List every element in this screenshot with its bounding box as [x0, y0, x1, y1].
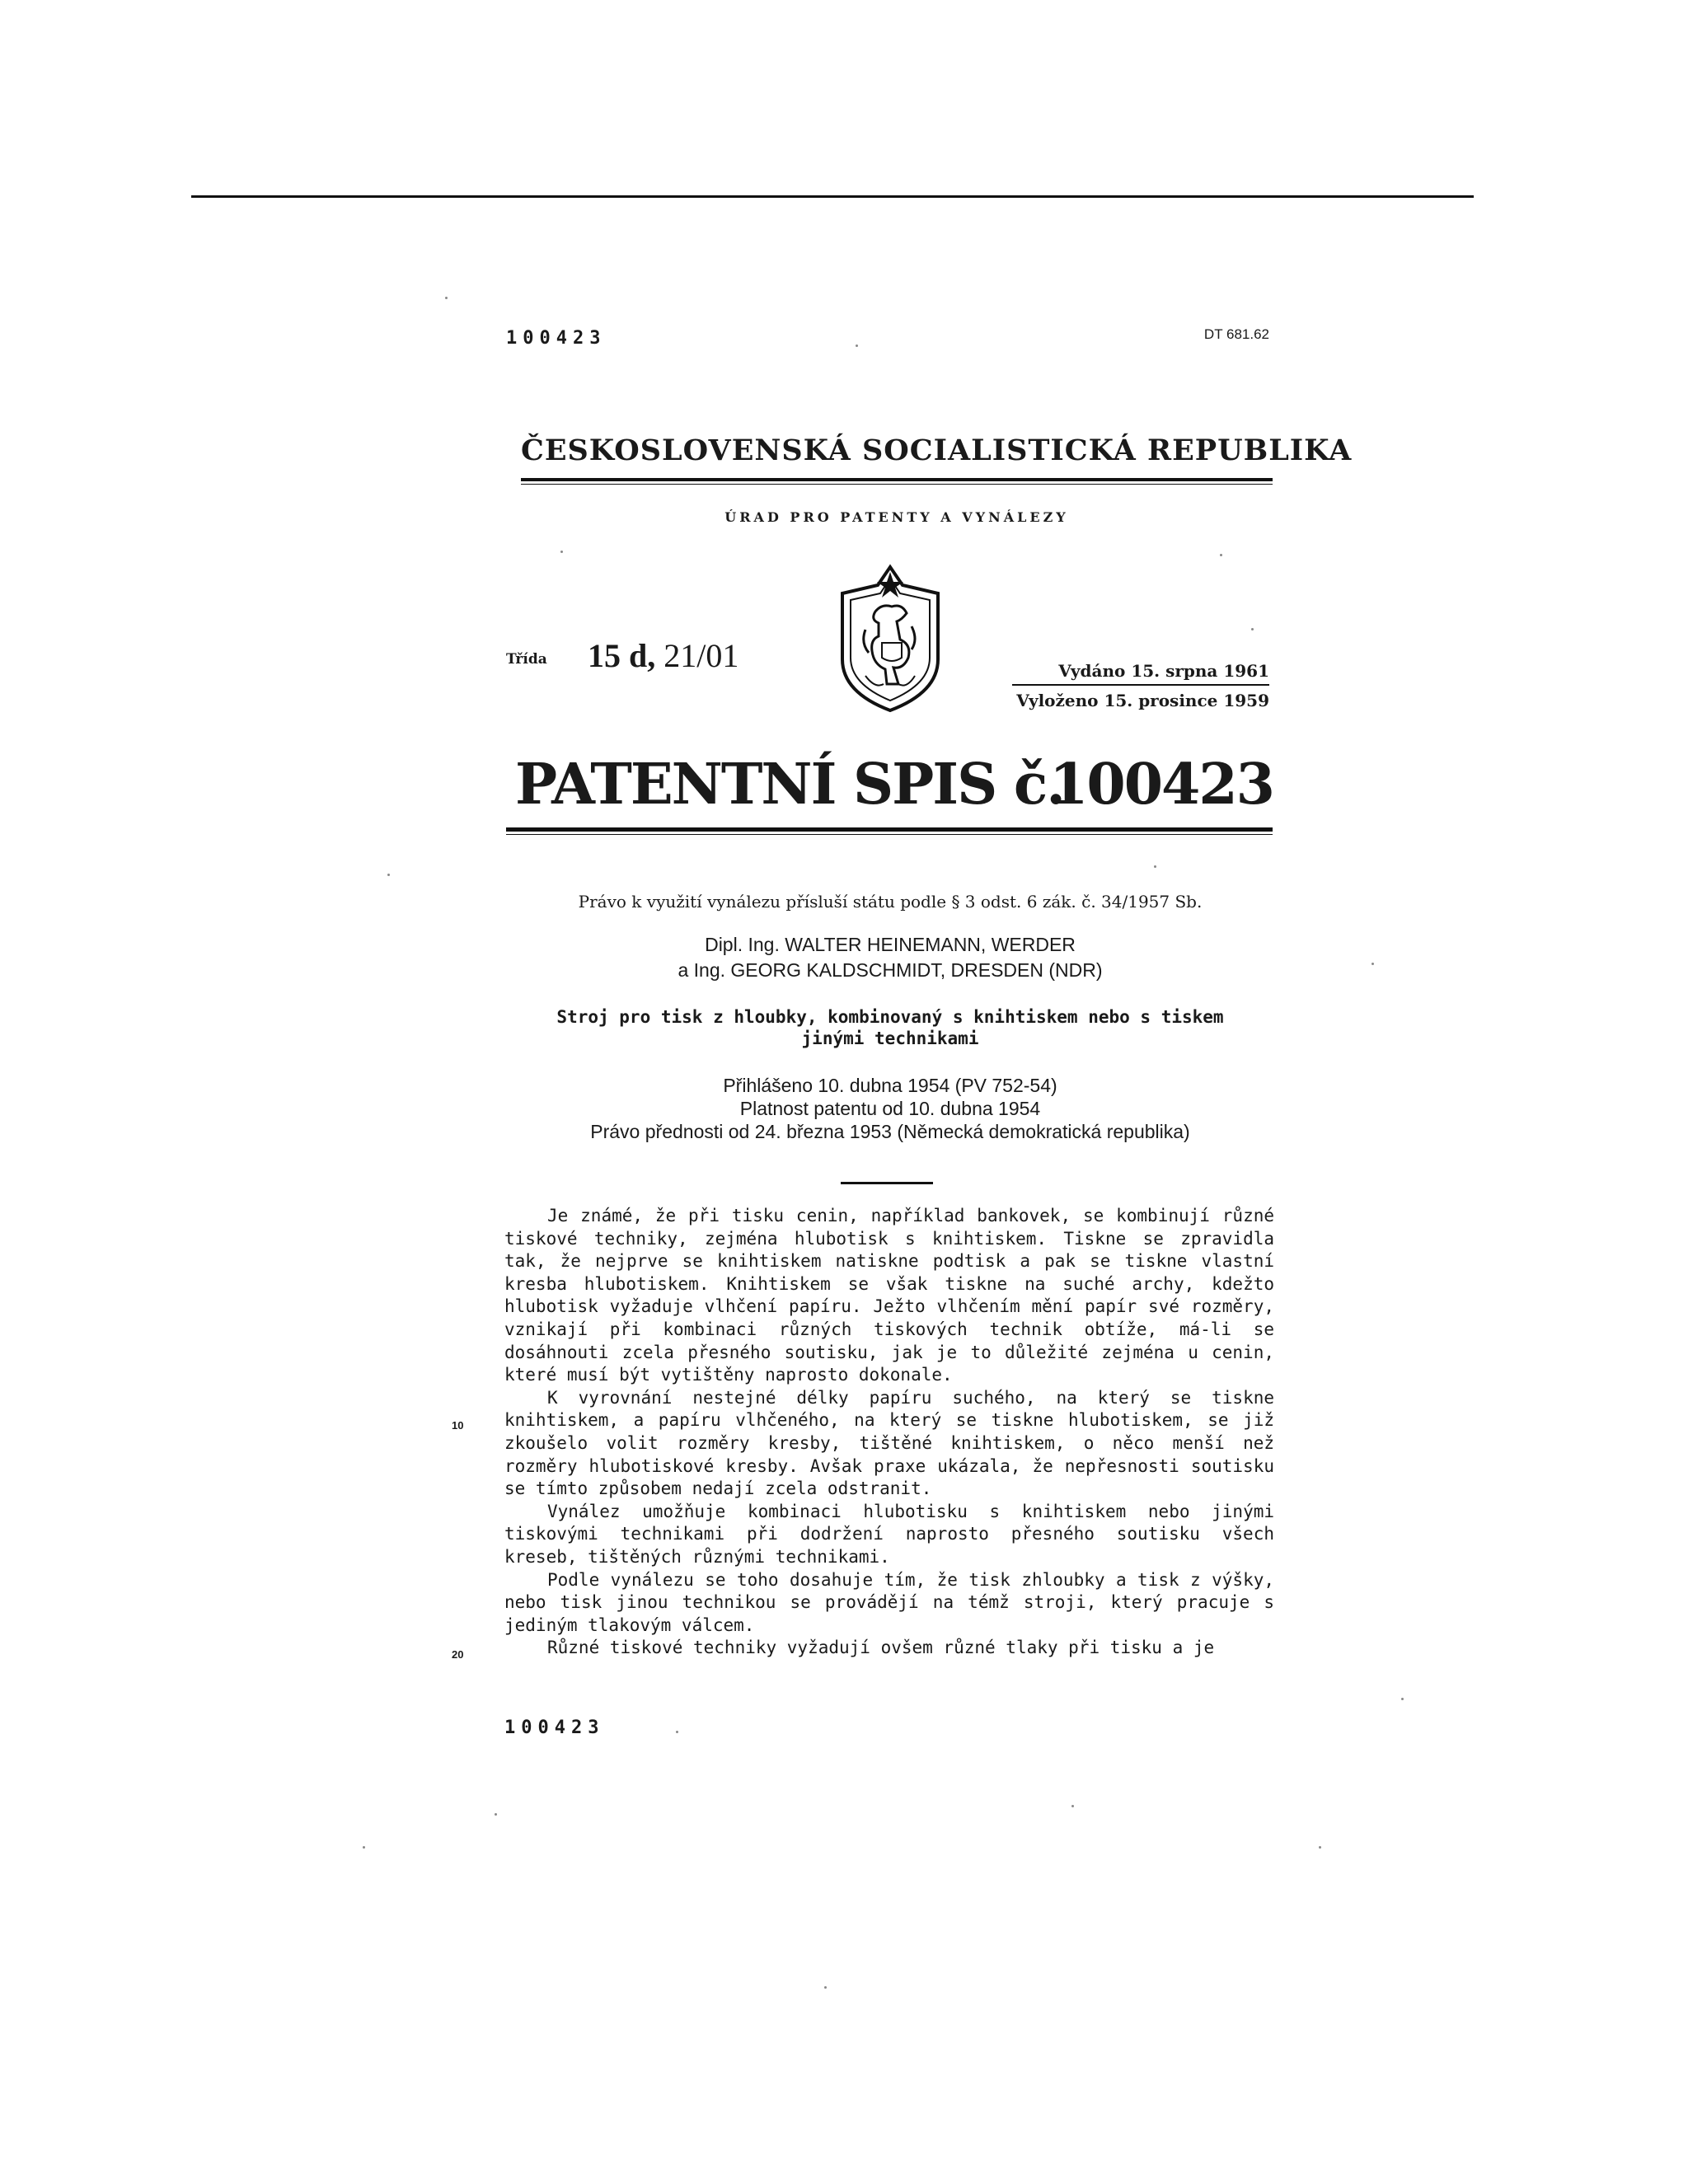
scan-speck: [445, 297, 448, 299]
section-divider: [841, 1182, 933, 1184]
title-rule-thick: [506, 827, 1273, 832]
issued-rule: [1012, 684, 1269, 686]
patent-validity: Platnost patentu od 10. dubna 1954: [739, 1098, 1041, 1119]
laid-out-date: Vyloženo 15. prosince 1959: [1016, 691, 1269, 710]
scan-speck: [824, 1986, 827, 1989]
paragraph: Vynález umožňuje kombinaci hlubotisku s knihtiskem nebo jinými tiskovými technikami při dodržení naprosto přesného soutisku všech kreseb, tištěných různými technikami.: [504, 1501, 1274, 1567]
scan-speck: [1319, 1846, 1321, 1849]
scan-speck: [560, 551, 563, 553]
paragraph: K vyrovnání nestejné délky papíru suchého, na který se tiskne knihtiskem, a papíru vlhčeného, na který se tiskne hlubotiskem, se již zkoušelo volit rozměry kresby, tištěné knihtiskem, o něco menší než rozměry hlubotiskové kresby. Avšak praxe ukázala, že nepřesnosti soutisku se tímto způsobem nedají zcela odstranit.: [504, 1387, 1274, 1499]
scan-speck: [387, 874, 390, 876]
office-heading: ÚRAD PRO PATENTY A VYNÁLEZY: [724, 509, 1069, 525]
invention-title-line-1: Stroj pro tisk z hloubky, kombinovaný s knihtiskem nebo s tiskem: [556, 1007, 1224, 1027]
scan-speck: [676, 1731, 678, 1733]
scan-speck: [363, 1846, 365, 1849]
title-rule-thin: [506, 834, 1273, 835]
scan-speck: [856, 344, 858, 347]
classification-dt: DT 681.62: [1203, 326, 1269, 342]
patent-number-bottom: 100423: [504, 1718, 605, 1738]
scan-speck: [1071, 1805, 1074, 1807]
scan-speck: [1220, 554, 1222, 556]
scan-speck: [1401, 1698, 1404, 1700]
inventor-2: a Ing. GEORG KALDSCHMIDT, DRESDEN (NDR): [678, 959, 1103, 981]
country-heading: ČESKOSLOVENSKÁ SOCIALISTICKÁ REPUBLIKA: [521, 434, 1353, 467]
scan-speck: [1154, 865, 1156, 868]
country-rule-thick: [521, 478, 1273, 481]
class-value-main: 15 d,: [588, 637, 656, 674]
line-number-10: 10: [452, 1419, 464, 1432]
class-label: Třída: [506, 651, 547, 668]
invention-title-line-2: jinými technikami: [801, 1029, 979, 1048]
scan-speck: [1251, 628, 1254, 630]
paragraph: Je známé, že při tisku cenin, například bankovek, se kombinují různé tiskové techniky, zejména hlubotisk s knihtiskem. Tiskne se zpravidla tak, že nejprve se knihtiskem natiskne podtisk a pak se tiskne vlastní kresba hlubotiskem. Knihtiskem se však tiskne na suché archy, kdežto hlubotisk vyžaduje vlhčení papíru. Ježto vlhčením mění papír své rozměry, vznikají při kombinaci různých tiskových technik obtíže, má-li se dosáhnouti zcela přesného soutisku, jak je to důležité zejména u cenin, které musí být vytištěny naprosto dokonale.: [504, 1206, 1274, 1385]
issued-date: Vydáno 15. srpna 1961: [1058, 661, 1269, 681]
priority-date: Právo přednosti od 24. března 1953 (Německá demokratická republika): [590, 1121, 1190, 1142]
document-title-number: 100423: [1049, 752, 1273, 818]
scan-speck: [495, 1813, 497, 1816]
document-title: [515, 752, 1273, 818]
scan-speck: [1372, 963, 1374, 965]
paragraph: Různé tiskové techniky vyžadují ovšem různé tlaky při tisku a je: [547, 1638, 1215, 1658]
line-number-20: 20: [452, 1648, 464, 1661]
top-rule: [191, 195, 1474, 198]
inventor-1: Dipl. Ing. WALTER HEINEMANN, WERDER: [705, 934, 1076, 955]
document-title-text: PATENTNÍ SPIS č.: [515, 752, 1064, 818]
patent-number-top: 100423: [506, 328, 607, 349]
class-value-sub: 21/01: [655, 637, 739, 674]
filing-date: Přihlášeno 10. dubna 1954 (PV 752-54): [723, 1075, 1057, 1096]
paragraph: Podle vynálezu se toho dosahuje tím, že tisk zhloubky a tisk z výšky, nebo tisk jinou technikou se provádějí na témž stroji, který pracuje s jediným tlakovým válcem.: [504, 1569, 1274, 1635]
czechoslovak-coat-of-arms-icon: [832, 560, 948, 717]
class-value: [588, 636, 738, 675]
body-text: [504, 1205, 1274, 1660]
rights-statement: Právo k využití vynálezu přísluší státu podle § 3 odst. 6 zák. č. 34/1957 Sb.: [578, 892, 1203, 912]
country-rule-thin: [521, 484, 1273, 485]
